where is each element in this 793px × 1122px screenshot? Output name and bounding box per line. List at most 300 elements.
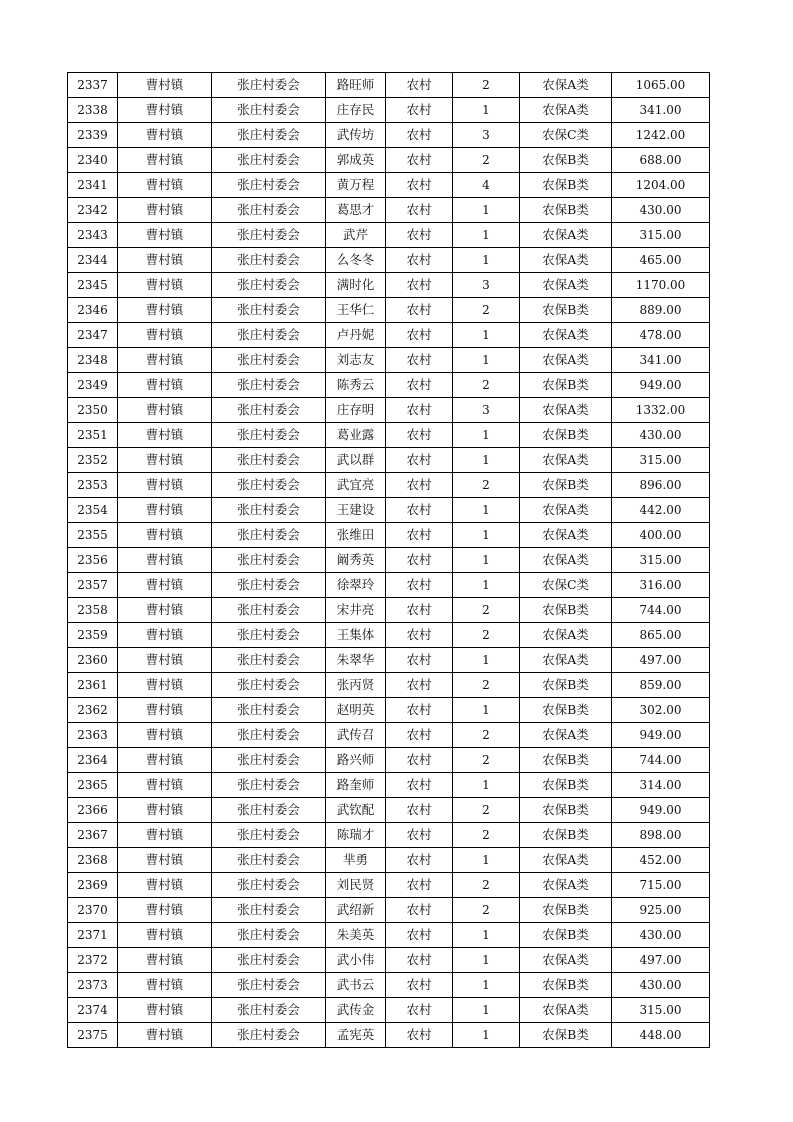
cell-people-count: 1	[453, 648, 520, 673]
cell-name: 郭成英	[326, 148, 386, 173]
cell-town: 曹村镇	[118, 823, 212, 848]
cell-name: 葛业露	[326, 423, 386, 448]
table-row	[68, 398, 710, 423]
cell-town: 曹村镇	[118, 398, 212, 423]
cell-village-committee: 张庄村委会	[212, 73, 326, 98]
cell-people-count: 1	[453, 773, 520, 798]
cell-insurance-class: 农保A类	[520, 98, 612, 123]
cell-name: 张维田	[326, 523, 386, 548]
cell-serial-no: 2370	[68, 898, 118, 923]
cell-name: 武钦配	[326, 798, 386, 823]
table-row	[68, 998, 710, 1023]
table-row	[68, 448, 710, 473]
cell-household-type: 农村	[386, 198, 453, 223]
cell-village-committee: 张庄村委会	[212, 198, 326, 223]
table-row	[68, 273, 710, 298]
cell-household-type: 农村	[386, 523, 453, 548]
cell-household-type: 农村	[386, 998, 453, 1023]
table-row	[68, 173, 710, 198]
cell-serial-no: 2361	[68, 673, 118, 698]
cell-amount: 1242.00	[612, 123, 710, 148]
cell-people-count: 1	[453, 223, 520, 248]
cell-people-count: 4	[453, 173, 520, 198]
cell-people-count: 1	[453, 548, 520, 573]
cell-insurance-class: 农保B类	[520, 698, 612, 723]
cell-amount: 889.00	[612, 298, 710, 323]
cell-people-count: 2	[453, 598, 520, 623]
table-row	[68, 598, 710, 623]
cell-serial-no: 2342	[68, 198, 118, 223]
table-row	[68, 373, 710, 398]
cell-village-committee: 张庄村委会	[212, 498, 326, 523]
cell-town: 曹村镇	[118, 648, 212, 673]
cell-amount: 859.00	[612, 673, 710, 698]
cell-name: 武绍新	[326, 898, 386, 923]
cell-serial-no: 2349	[68, 373, 118, 398]
cell-serial-no: 2338	[68, 98, 118, 123]
cell-insurance-class: 农保B类	[520, 923, 612, 948]
cell-people-count: 1	[453, 848, 520, 873]
cell-people-count: 2	[453, 898, 520, 923]
cell-serial-no: 2337	[68, 73, 118, 98]
cell-town: 曹村镇	[118, 548, 212, 573]
cell-insurance-class: 农保B类	[520, 423, 612, 448]
table-row	[68, 98, 710, 123]
cell-people-count: 1	[453, 198, 520, 223]
table-row	[68, 923, 710, 948]
cell-name: 葛思才	[326, 198, 386, 223]
table-row	[68, 1023, 710, 1048]
cell-serial-no: 2346	[68, 298, 118, 323]
cell-town: 曹村镇	[118, 798, 212, 823]
cell-name: 徐翠玲	[326, 573, 386, 598]
cell-name: 王集体	[326, 623, 386, 648]
cell-town: 曹村镇	[118, 723, 212, 748]
cell-village-committee: 张庄村委会	[212, 748, 326, 773]
cell-village-committee: 张庄村委会	[212, 798, 326, 823]
table-row	[68, 948, 710, 973]
cell-insurance-class: 农保C类	[520, 573, 612, 598]
cell-household-type: 农村	[386, 648, 453, 673]
cell-village-committee: 张庄村委会	[212, 873, 326, 898]
cell-people-count: 2	[453, 373, 520, 398]
cell-insurance-class: 农保B类	[520, 198, 612, 223]
cell-name: 武以群	[326, 448, 386, 473]
cell-village-committee: 张庄村委会	[212, 323, 326, 348]
cell-village-committee: 张庄村委会	[212, 473, 326, 498]
cell-amount: 478.00	[612, 323, 710, 348]
cell-amount: 898.00	[612, 823, 710, 848]
cell-household-type: 农村	[386, 123, 453, 148]
cell-serial-no: 2362	[68, 698, 118, 723]
cell-insurance-class: 农保A类	[520, 848, 612, 873]
cell-village-committee: 张庄村委会	[212, 298, 326, 323]
table-row	[68, 248, 710, 273]
cell-insurance-class: 农保B类	[520, 173, 612, 198]
cell-amount: 949.00	[612, 373, 710, 398]
cell-serial-no: 2358	[68, 598, 118, 623]
cell-village-committee: 张庄村委会	[212, 1023, 326, 1048]
table-row	[68, 848, 710, 873]
cell-serial-no: 2345	[68, 273, 118, 298]
cell-household-type: 农村	[386, 473, 453, 498]
cell-household-type: 农村	[386, 748, 453, 773]
cell-household-type: 农村	[386, 398, 453, 423]
cell-serial-no: 2355	[68, 523, 118, 548]
cell-household-type: 农村	[386, 223, 453, 248]
cell-serial-no: 2364	[68, 748, 118, 773]
cell-people-count: 2	[453, 873, 520, 898]
cell-insurance-class: 农保A类	[520, 273, 612, 298]
cell-town: 曹村镇	[118, 423, 212, 448]
table-row	[68, 573, 710, 598]
cell-serial-no: 2373	[68, 973, 118, 998]
cell-people-count: 1	[453, 698, 520, 723]
cell-people-count: 3	[453, 123, 520, 148]
cell-serial-no: 2371	[68, 923, 118, 948]
cell-town: 曹村镇	[118, 148, 212, 173]
cell-amount: 430.00	[612, 198, 710, 223]
table-row	[68, 523, 710, 548]
cell-name: 刘民贤	[326, 873, 386, 898]
cell-serial-no: 2375	[68, 1023, 118, 1048]
cell-town: 曹村镇	[118, 498, 212, 523]
cell-insurance-class: 农保B类	[520, 373, 612, 398]
cell-town: 曹村镇	[118, 123, 212, 148]
cell-name: 赵明英	[326, 698, 386, 723]
cell-household-type: 农村	[386, 973, 453, 998]
cell-name: 武小伟	[326, 948, 386, 973]
cell-people-count: 1	[453, 248, 520, 273]
table-row	[68, 723, 710, 748]
cell-village-committee: 张庄村委会	[212, 598, 326, 623]
cell-name: 庄存民	[326, 98, 386, 123]
cell-people-count: 1	[453, 448, 520, 473]
cell-people-count: 3	[453, 398, 520, 423]
cell-people-count: 2	[453, 748, 520, 773]
cell-village-committee: 张庄村委会	[212, 398, 326, 423]
cell-serial-no: 2363	[68, 723, 118, 748]
cell-town: 曹村镇	[118, 698, 212, 723]
cell-amount: 341.00	[612, 348, 710, 373]
cell-household-type: 农村	[386, 98, 453, 123]
cell-town: 曹村镇	[118, 673, 212, 698]
cell-household-type: 农村	[386, 323, 453, 348]
table-row	[68, 323, 710, 348]
cell-serial-no: 2341	[68, 173, 118, 198]
cell-village-committee: 张庄村委会	[212, 573, 326, 598]
cell-insurance-class: 农保C类	[520, 123, 612, 148]
cell-household-type: 农村	[386, 1023, 453, 1048]
table-row	[68, 623, 710, 648]
cell-serial-no: 2339	[68, 123, 118, 148]
cell-amount: 1204.00	[612, 173, 710, 198]
cell-people-count: 2	[453, 148, 520, 173]
cell-village-committee: 张庄村委会	[212, 373, 326, 398]
table-row	[68, 798, 710, 823]
cell-amount: 448.00	[612, 1023, 710, 1048]
cell-household-type: 农村	[386, 948, 453, 973]
cell-household-type: 农村	[386, 148, 453, 173]
cell-name: 黄万程	[326, 173, 386, 198]
table-row	[68, 773, 710, 798]
cell-name: 满时化	[326, 273, 386, 298]
cell-village-committee: 张庄村委会	[212, 948, 326, 973]
cell-household-type: 农村	[386, 698, 453, 723]
cell-household-type: 农村	[386, 498, 453, 523]
cell-serial-no: 2357	[68, 573, 118, 598]
cell-insurance-class: 农保B类	[520, 773, 612, 798]
cell-name: 宋井亮	[326, 598, 386, 623]
table-row	[68, 423, 710, 448]
cell-name: 么冬冬	[326, 248, 386, 273]
cell-household-type: 农村	[386, 448, 453, 473]
cell-town: 曹村镇	[118, 973, 212, 998]
cell-name: 路旺师	[326, 73, 386, 98]
cell-name: 卢丹妮	[326, 323, 386, 348]
cell-insurance-class: 农保A类	[520, 73, 612, 98]
cell-village-committee: 张庄村委会	[212, 348, 326, 373]
cell-name: 朱美英	[326, 923, 386, 948]
cell-town: 曹村镇	[118, 923, 212, 948]
cell-village-committee: 张庄村委会	[212, 123, 326, 148]
cell-town: 曹村镇	[118, 173, 212, 198]
cell-town: 曹村镇	[118, 773, 212, 798]
cell-household-type: 农村	[386, 598, 453, 623]
cell-people-count: 2	[453, 673, 520, 698]
cell-insurance-class: 农保B类	[520, 148, 612, 173]
cell-serial-no: 2347	[68, 323, 118, 348]
cell-people-count: 1	[453, 923, 520, 948]
cell-village-committee: 张庄村委会	[212, 448, 326, 473]
cell-insurance-class: 农保B类	[520, 823, 612, 848]
cell-amount: 430.00	[612, 423, 710, 448]
cell-name: 王华仁	[326, 298, 386, 323]
cell-name: 王建设	[326, 498, 386, 523]
table-body	[68, 73, 710, 1048]
table-row	[68, 473, 710, 498]
cell-amount: 1065.00	[612, 73, 710, 98]
cell-insurance-class: 农保B类	[520, 1023, 612, 1048]
cell-village-committee: 张庄村委会	[212, 423, 326, 448]
cell-insurance-class: 农保A类	[520, 348, 612, 373]
cell-town: 曹村镇	[118, 298, 212, 323]
cell-serial-no: 2359	[68, 623, 118, 648]
cell-town: 曹村镇	[118, 348, 212, 373]
cell-town: 曹村镇	[118, 373, 212, 398]
cell-name: 武传坊	[326, 123, 386, 148]
cell-serial-no: 2369	[68, 873, 118, 898]
cell-people-count: 2	[453, 798, 520, 823]
cell-amount: 1170.00	[612, 273, 710, 298]
cell-household-type: 农村	[386, 273, 453, 298]
table-row	[68, 648, 710, 673]
cell-people-count: 2	[453, 73, 520, 98]
cell-town: 曹村镇	[118, 573, 212, 598]
cell-amount: 442.00	[612, 498, 710, 523]
cell-people-count: 2	[453, 723, 520, 748]
table-row	[68, 748, 710, 773]
cell-household-type: 农村	[386, 173, 453, 198]
table-row	[68, 348, 710, 373]
cell-amount: 302.00	[612, 698, 710, 723]
cell-amount: 430.00	[612, 923, 710, 948]
table-row	[68, 498, 710, 523]
cell-amount: 430.00	[612, 973, 710, 998]
cell-village-committee: 张庄村委会	[212, 523, 326, 548]
cell-village-committee: 张庄村委会	[212, 773, 326, 798]
cell-town: 曹村镇	[118, 848, 212, 873]
cell-insurance-class: 农保A类	[520, 248, 612, 273]
cell-people-count: 2	[453, 623, 520, 648]
table-row	[68, 873, 710, 898]
cell-amount: 315.00	[612, 223, 710, 248]
cell-serial-no: 2366	[68, 798, 118, 823]
cell-name: 武宜亮	[326, 473, 386, 498]
cell-amount: 314.00	[612, 773, 710, 798]
cell-household-type: 农村	[386, 298, 453, 323]
cell-amount: 949.00	[612, 723, 710, 748]
cell-name: 武书云	[326, 973, 386, 998]
cell-town: 曹村镇	[118, 248, 212, 273]
cell-household-type: 农村	[386, 723, 453, 748]
table-row	[68, 548, 710, 573]
cell-people-count: 2	[453, 473, 520, 498]
cell-village-committee: 张庄村委会	[212, 648, 326, 673]
cell-insurance-class: 农保A类	[520, 448, 612, 473]
cell-town: 曹村镇	[118, 523, 212, 548]
cell-name: 芈勇	[326, 848, 386, 873]
cell-serial-no: 2352	[68, 448, 118, 473]
cell-insurance-class: 农保A类	[520, 648, 612, 673]
cell-household-type: 农村	[386, 573, 453, 598]
cell-insurance-class: 农保A类	[520, 998, 612, 1023]
cell-household-type: 农村	[386, 898, 453, 923]
cell-serial-no: 2360	[68, 648, 118, 673]
cell-name: 陈秀云	[326, 373, 386, 398]
table-row	[68, 123, 710, 148]
cell-serial-no: 2365	[68, 773, 118, 798]
cell-amount: 744.00	[612, 748, 710, 773]
cell-amount: 896.00	[612, 473, 710, 498]
cell-amount: 316.00	[612, 573, 710, 598]
cell-town: 曹村镇	[118, 323, 212, 348]
cell-serial-no: 2343	[68, 223, 118, 248]
cell-people-count: 1	[453, 498, 520, 523]
cell-amount: 688.00	[612, 148, 710, 173]
cell-amount: 865.00	[612, 623, 710, 648]
cell-name: 朱翠华	[326, 648, 386, 673]
cell-amount: 315.00	[612, 448, 710, 473]
table-row	[68, 223, 710, 248]
cell-household-type: 农村	[386, 848, 453, 873]
cell-amount: 497.00	[612, 948, 710, 973]
cell-amount: 1332.00	[612, 398, 710, 423]
cell-amount: 744.00	[612, 598, 710, 623]
cell-insurance-class: 农保A类	[520, 548, 612, 573]
cell-people-count: 1	[453, 98, 520, 123]
table-row	[68, 673, 710, 698]
cell-village-committee: 张庄村委会	[212, 723, 326, 748]
cell-name: 庄存明	[326, 398, 386, 423]
cell-insurance-class: 农保A类	[520, 948, 612, 973]
cell-name: 武传召	[326, 723, 386, 748]
cell-household-type: 农村	[386, 798, 453, 823]
cell-household-type: 农村	[386, 373, 453, 398]
cell-village-committee: 张庄村委会	[212, 898, 326, 923]
cell-serial-no: 2348	[68, 348, 118, 373]
cell-town: 曹村镇	[118, 873, 212, 898]
cell-name: 陈瑞才	[326, 823, 386, 848]
cell-amount: 949.00	[612, 798, 710, 823]
data-table	[67, 72, 710, 1048]
cell-town: 曹村镇	[118, 998, 212, 1023]
table-row	[68, 823, 710, 848]
cell-amount: 452.00	[612, 848, 710, 873]
cell-village-committee: 张庄村委会	[212, 273, 326, 298]
cell-town: 曹村镇	[118, 1023, 212, 1048]
cell-household-type: 农村	[386, 923, 453, 948]
cell-household-type: 农村	[386, 423, 453, 448]
cell-town: 曹村镇	[118, 98, 212, 123]
cell-serial-no: 2344	[68, 248, 118, 273]
cell-village-committee: 张庄村委会	[212, 623, 326, 648]
cell-village-committee: 张庄村委会	[212, 823, 326, 848]
cell-household-type: 农村	[386, 773, 453, 798]
cell-town: 曹村镇	[118, 623, 212, 648]
cell-household-type: 农村	[386, 248, 453, 273]
table-row	[68, 73, 710, 98]
cell-amount: 925.00	[612, 898, 710, 923]
cell-amount: 315.00	[612, 548, 710, 573]
table-row	[68, 198, 710, 223]
cell-village-committee: 张庄村委会	[212, 173, 326, 198]
cell-insurance-class: 农保A类	[520, 398, 612, 423]
cell-people-count: 1	[453, 323, 520, 348]
cell-insurance-class: 农保B类	[520, 673, 612, 698]
cell-serial-no: 2367	[68, 823, 118, 848]
cell-town: 曹村镇	[118, 898, 212, 923]
cell-people-count: 2	[453, 298, 520, 323]
cell-insurance-class: 农保B类	[520, 898, 612, 923]
cell-amount: 341.00	[612, 98, 710, 123]
cell-serial-no: 2353	[68, 473, 118, 498]
cell-insurance-class: 农保A类	[520, 623, 612, 648]
cell-name: 阚秀英	[326, 548, 386, 573]
cell-insurance-class: 农保B类	[520, 798, 612, 823]
cell-name: 路奎师	[326, 773, 386, 798]
cell-name: 武芹	[326, 223, 386, 248]
cell-insurance-class: 农保B类	[520, 298, 612, 323]
cell-village-committee: 张庄村委会	[212, 98, 326, 123]
table-row	[68, 898, 710, 923]
cell-village-committee: 张庄村委会	[212, 148, 326, 173]
cell-people-count: 1	[453, 573, 520, 598]
cell-name: 武传金	[326, 998, 386, 1023]
cell-serial-no: 2340	[68, 148, 118, 173]
cell-household-type: 农村	[386, 548, 453, 573]
cell-village-committee: 张庄村委会	[212, 673, 326, 698]
cell-amount: 715.00	[612, 873, 710, 898]
table-row	[68, 298, 710, 323]
cell-people-count: 1	[453, 1023, 520, 1048]
table-row	[68, 148, 710, 173]
cell-town: 曹村镇	[118, 198, 212, 223]
cell-village-committee: 张庄村委会	[212, 998, 326, 1023]
cell-insurance-class: 农保B类	[520, 748, 612, 773]
cell-insurance-class: 农保A类	[520, 498, 612, 523]
cell-insurance-class: 农保A类	[520, 873, 612, 898]
